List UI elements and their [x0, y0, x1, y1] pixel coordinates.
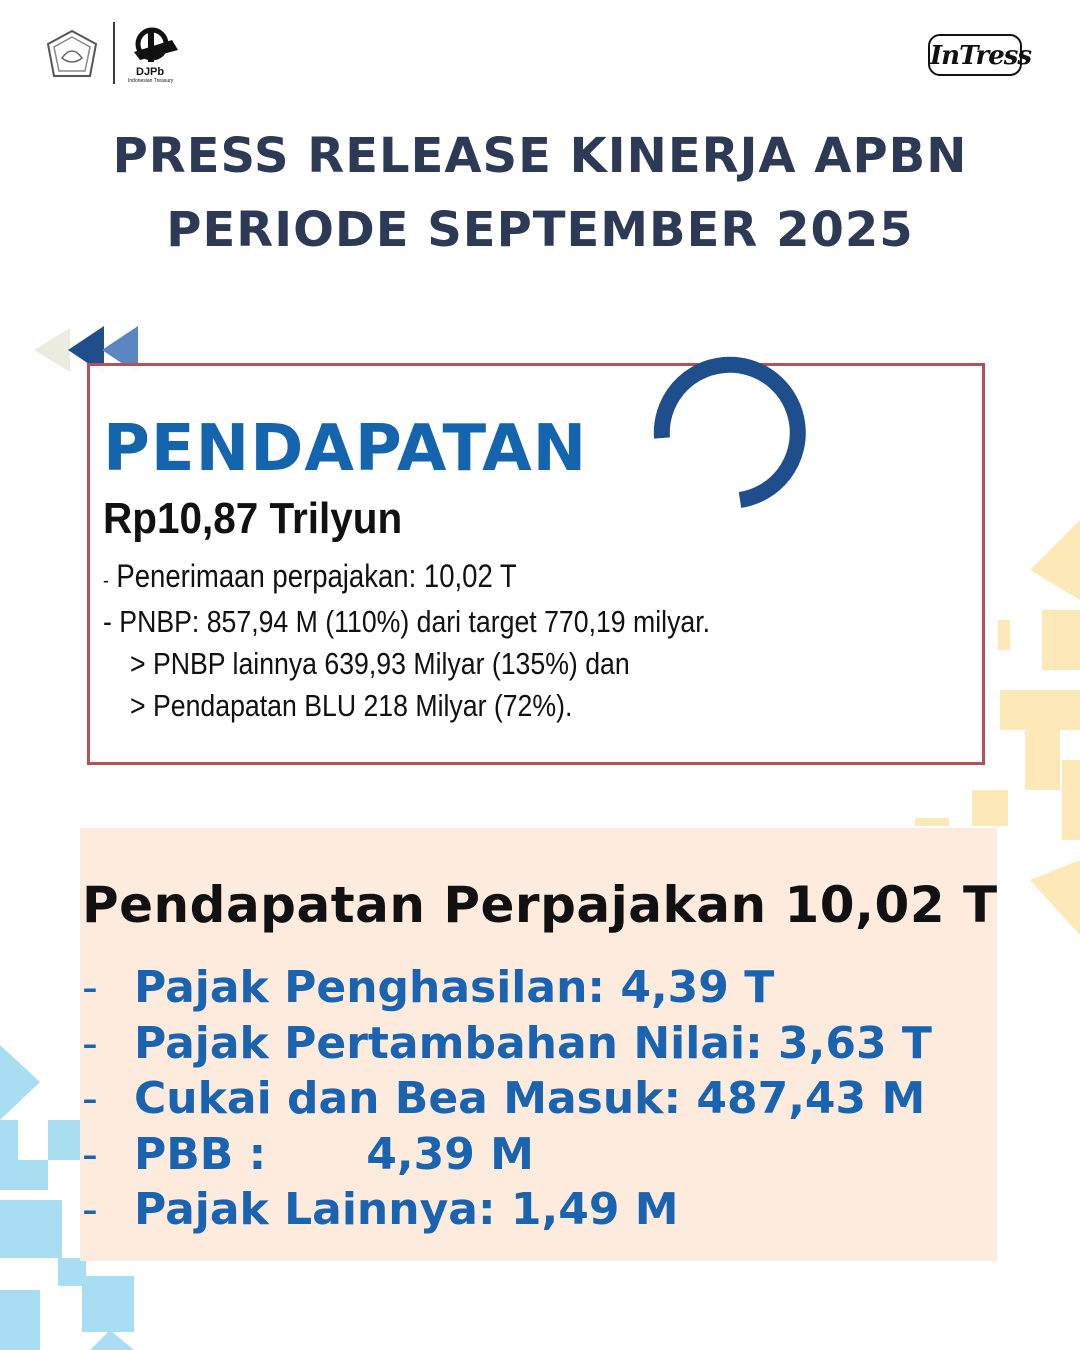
- tax-item-lainnya: - Pajak Lainnya: 1,49 M: [82, 1184, 679, 1235]
- ring-arc-icon: [640, 352, 820, 512]
- pendapatan-line-perpajakan: - Penerimaan perpajakan: 10,02 T: [103, 558, 517, 594]
- tax-item-cukai: - Cukai dan Bea Masuk: 487,43 M: [82, 1073, 926, 1124]
- pendapatan-amount: Rp10,87 Trilyun: [103, 494, 403, 543]
- perpajakan-heading: Pendapatan Perpajakan 10,02 T: [82, 876, 998, 934]
- djpb-logo-subtext: Indonesian Treasury: [128, 78, 174, 84]
- tax-item-ppn: - Pajak Pertambahan Nilai: 3,63 T: [82, 1018, 932, 1069]
- logo-divider: [113, 22, 115, 84]
- pendapatan-line-pnbp-lainnya: > PNBP lainnya 639,93 Milyar (135%) dan: [130, 646, 630, 681]
- djpb-logo-text: DJPb: [136, 66, 165, 78]
- page-title-line1: PRESS RELEASE KINERJA APBN: [112, 128, 968, 184]
- pendapatan-line-pnbp: - PNBP: 857,94 M (110%) dari target 770,19 milyar.: [103, 604, 711, 639]
- page-title-line2: PERIODE SEPTEMBER 2025: [166, 202, 914, 258]
- chevron-light-icon: [34, 328, 70, 372]
- pendapatan-line-blu: > Pendapatan BLU 218 Milyar (72%).: [130, 688, 573, 723]
- pendapatan-heading: PENDAPATAN: [103, 412, 588, 486]
- kemenkeu-emblem-icon: [44, 28, 100, 80]
- tax-item-pbb: - PBB : 4,39 M: [82, 1129, 534, 1180]
- tax-item-pph: - Pajak Penghasilan: 4,39 T: [82, 962, 775, 1013]
- intress-logo: InTress: [928, 34, 1022, 76]
